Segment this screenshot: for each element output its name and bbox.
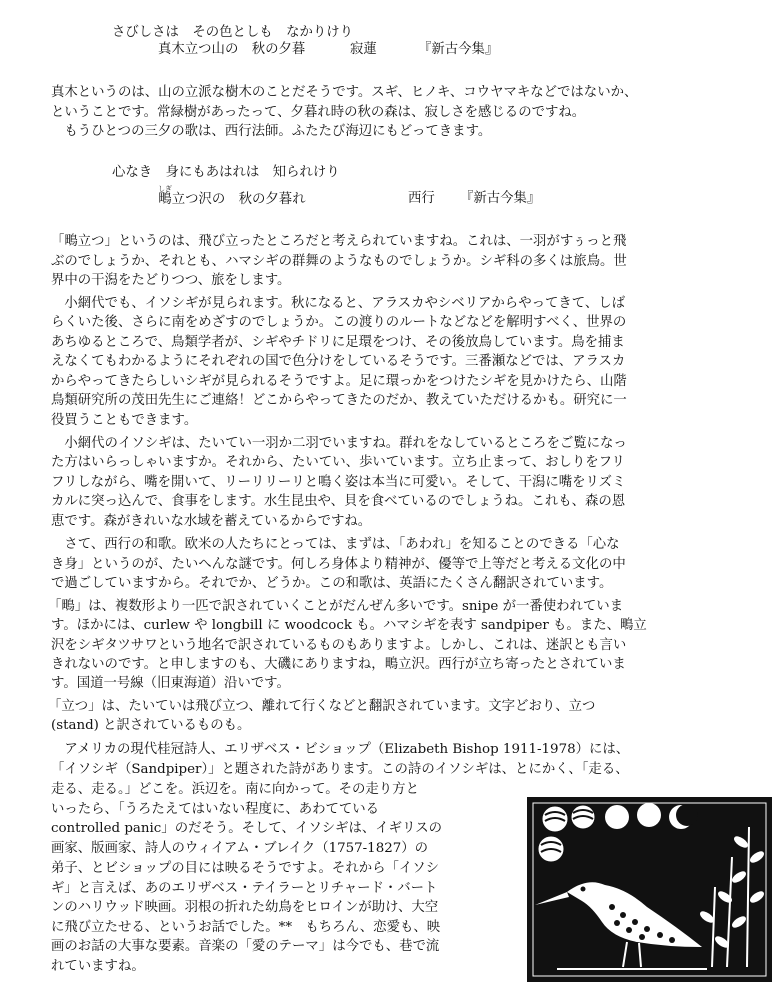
body-line: 小網代のイソシギは、たいてい一羽か二羽でいますね。群れをなしているところをご覧になっ xyxy=(51,436,627,451)
body-line: 画のお話の大事な要素。音楽の「愛のテーマ」は今でも、巷で流 xyxy=(51,939,440,954)
body-line: さて、西行の和歌。欧米の人たちにとっては、まずは、「あわれ」を知ることのできる「心な xyxy=(51,537,620,552)
body-line: 「立つ」は、たいていは飛び立つ、離れて行くなどと翻訳されています。文字どおり、立つ xyxy=(48,699,596,714)
poem1-source: 『新古今集』 xyxy=(418,42,499,57)
para1-line: ということです。常緑樹があったって、夕暮れ時の秋の森は、寂しさを感じるのですね。 xyxy=(51,105,586,120)
body-line: 鳥類研究所の茂田先生にご連絡！どこからやってきたのだか、教えていただけるかも。研究に一 xyxy=(51,393,627,408)
body-line: 「鴫立つ」というのは、飛び立ったところだと考えられていますね。これは、一羽がすぅっと飛 xyxy=(51,234,627,249)
body-line: controlled panic」のだそう。そして、イソシギは、イギリスの xyxy=(51,821,442,836)
body-line: 小網代でも、イソシギが見られます。秋になると、アラスカやシベリアからやってきて、しば xyxy=(51,296,626,311)
body-line: えなくてもわかるようにそれぞれの国で色分けをしているそうです。三番瀬などでは、アラスカ xyxy=(51,354,626,369)
para1-line: もうひとつの三夕の歌は、西行法師。ふたたび海辺にもどってきます。 xyxy=(51,124,492,139)
poem1-line1: さびしさは その色としも なかりけり xyxy=(112,25,354,40)
body-line: 「鴫」は、複数形より一匹で訳されていくことがだんぜん多いです。snipe が一番使われていま xyxy=(48,599,624,614)
body-line: で過ごしていますから。それでか、どうか。この和歌は、英語にたくさん翻訳されています。 xyxy=(51,576,613,591)
body-line: 役買うこともできます。 xyxy=(51,413,198,428)
poem2-ruby xyxy=(158,185,172,207)
poem2-source: 『新古今集』 xyxy=(460,191,541,206)
body-line: 画家、版画家、詩人のウィイアム・ブレイク（1757-1827）の xyxy=(51,841,429,856)
body-line: ぶのでしょうか、それとも、ハマシギの群舞のようなものでしょうか。シギ科の多くは旅鳥。世 xyxy=(51,254,627,269)
poem2-line2-rest: 立つ沢の 秋の夕暮れ xyxy=(171,192,306,207)
poem2-ruby-text: しぎ xyxy=(158,185,172,193)
body-line: 走る、走る。」どこを。浜辺を。南に向かって。その走り方と xyxy=(51,782,419,797)
sandpiper-woodcut xyxy=(527,797,772,982)
body-line: 恵です。森がきれいな水域を蓄えているからですね。 xyxy=(51,514,372,529)
body-line: 沢をシギタツサワという地名で訳されているものもありますよ。しかし、これは、迷訳とも言い xyxy=(51,638,627,653)
para1-line: 真木というのは、山の立派な樹木のことだそうです。スギ、ヒノキ、コウヤマキなどではないか、 xyxy=(51,85,638,100)
body-line: カルに突っ込んで、食事をします。水生昆虫や、貝を食べているのでしょうね。これも、森の恩 xyxy=(51,494,626,509)
body-line: あちゆるところで、鳥類学者が、シギやチドリに足環をつけ、その後放鳥しています。鳥を捕ま xyxy=(51,335,625,350)
poem2-line2 xyxy=(158,185,306,209)
body-line: いったら、「うろたえてはいない程度に、あわてている xyxy=(51,802,380,817)
poem2-author: 西行 xyxy=(408,191,435,206)
body-line: らくいた後、さらに南をめざすのでしょうか。この渡りのルートなどなどを解明すべく、世界の xyxy=(51,315,627,330)
body-line: からやってきたらしいシギが見られるそうですよ。足に環っかをつけたシギを見かけたら、山階 xyxy=(51,374,627,389)
body-line: 界中の干潟をたどりつつ、旅をします。 xyxy=(51,273,291,288)
poem2-line1: 心なき 身にもあはれは 知られけり xyxy=(112,165,340,180)
body-line: た方はいらっしゃいますか。それから、たいてい、歩いています。立ち止まって、おしりをフリ xyxy=(51,455,625,470)
body-line: れていますね。 xyxy=(51,959,145,974)
body-line: ギ」と言えば、あのエリザベス・テイラーとリチャード・バート xyxy=(51,881,438,896)
body-line: きれないのです。と申しますのも、大磯にありますね，鴫立沢。西行が立ち寄ったとされていま xyxy=(51,657,626,672)
body-line: (stand) と訳されているものも。 xyxy=(51,718,251,733)
body-line: 弟子、とビショップの目には映るそうですよ。それから「イソシ xyxy=(51,861,440,876)
body-line: き身」というのが、たいへんな謎です。何しろ身体より精神が、優等で上等だと考える文化の中 xyxy=(51,557,626,572)
poem2-ruby-base: 鴫 xyxy=(158,192,172,207)
body-line: 「イソシギ（Sandpiper）」と題された詩があります。この詩のイソシギは、とにかく、「走る、 xyxy=(51,762,629,777)
poem1-line2: 真木立つ山の 秋の夕暮 xyxy=(158,42,306,57)
body-line: ンのハリウッド映画。羽根の折れた幼鳥をヒロインが助け、大空 xyxy=(51,900,439,915)
poem1-author: 寂蓮 xyxy=(350,42,377,57)
body-line: アメリカの現代桂冠詩人、エリザベス・ビショップ（Elizabeth Bishop 1911-1978）には、 xyxy=(51,742,630,757)
body-line: フリしながら、嘴を開いて、リーリリーリと鳴く姿は本当に可愛い。そして、干潟に嘴をリズミ xyxy=(51,475,626,490)
body-line: に飛び立たせる、というお話でした。** もちろん、恋愛も、映 xyxy=(51,920,441,935)
body-line: す。ほかには、curlew や longbill に woodcock も。ハマシギを表す sandpiper も。また、鴫立 xyxy=(51,618,647,633)
body-line: す。国道一号線（旧東海道）沿いです。 xyxy=(51,676,290,691)
